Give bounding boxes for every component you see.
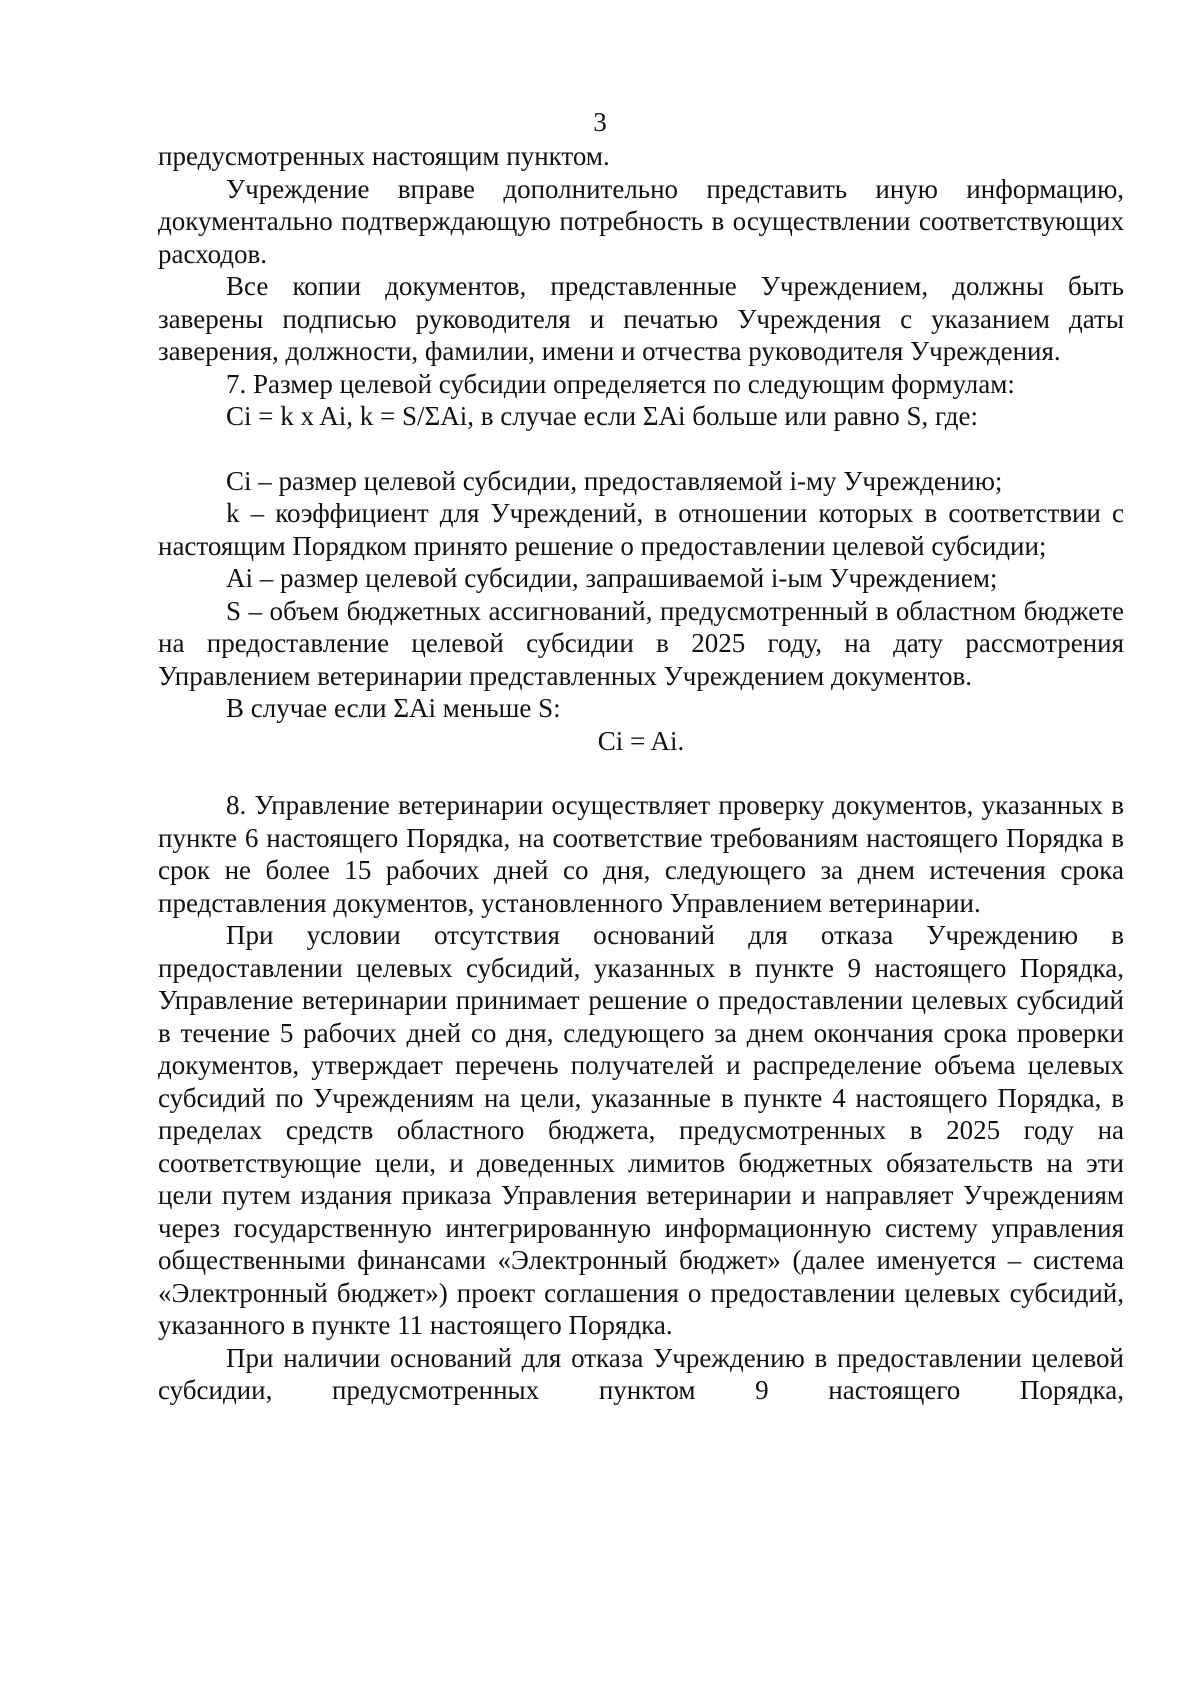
paragraph-item-8: 8. Управление ветеринарии осуществляет проверку документов, указанных в пункте 6 настоящего Порядка, на соответствие требованиям настоящего Порядка в срок не более 15 рабочих дней со дня, следующего за днем истечения срока представления документов, установленного Управлением ветеринарии. (158, 790, 1124, 918)
definition-ai: Ai – размер целевой субсидии, запрашиваемой i-ым Учреждением; (226, 563, 998, 593)
page-number: 3 (593, 107, 607, 137)
paragraph-decision: При условии отсутствия оснований для отказа Учреждению в предоставлении целевых субсидий, указанных в пункте 9 настоящего Порядка, Управление ветеринарии принимает решение о предоставлении целевых субсидий в течение 5 рабочих дней со дня, следующего за днем окончания срока проверки документов, утверждает перечень получателей и распределение объема целевых субсидий по Учреждениям на цели, указанные в пункте 4 настоящего Порядка, в пределах средств областного бюджета, предусмотренных в 2025 году на соответствующие цели, и доведенных лимитов бюджетных обязательств на эти цели путем издания приказа Управления ветеринарии и направляет Учреждениям через государственную интегрированную информационную систему управления общественными финансами «Электронный бюджет» (далее именуется – система «Электронный бюджет») проект соглашения о предоставлении целевых субсидий, указанного в пункте 11 настоящего Порядка. (158, 920, 1124, 1340)
paragraph-continuation: предусмотренных настоящим пунктом. (158, 141, 610, 171)
paragraph-additional-info: Учреждение вправе дополнительно представить иную информацию, документально подтверждающую потребность в осуществлении соответствующих расходов. (158, 173, 1124, 269)
paragraph-item-7: 7. Размер целевой субсидии определяется по следующим формулам: (226, 368, 1015, 399)
formula-ci-equals-ai: Ci = Ai. (597, 725, 685, 756)
paragraph-document-copies: Все копии документов, представленные Учреждением, должны быть заверены подписью руководителя и печатью Учреждения с указанием даты заверения, должности, фамилии, имени и отчества руководителя Учреждения. (158, 271, 1124, 366)
definition-k: k – коэффициент для Учреждений, в отношении которых в соответствии с настоящим Порядком принято решение о предоставлении целевой субсидии; (158, 498, 1124, 561)
definition-s: S – объем бюджетных ассигнований, предусмотренный в областном бюджете на предоставление целевой субсидии в 2025 году, на дату рассмотрения Управлением ветеринарии представленных Учреждением документов. (158, 595, 1124, 691)
definition-ci: Ci – размер целевой субсидии, предоставляемой i-му Учреждению; (226, 465, 1003, 496)
paragraph-case-less: В случае если ΣAi меньше S: (226, 693, 561, 723)
document-body (158, 140, 1124, 1407)
paragraph-refusal: При наличии оснований для отказа Учреждению в предоставлении целевой субсидии, предусмотренных пунктом 9 настоящего Порядка, (158, 1342, 1124, 1405)
formula-subsidy-coefficient: Ci = k x Ai, k = S/ΣAi, в случае если ΣAi больше или равно S, где: (226, 401, 978, 431)
